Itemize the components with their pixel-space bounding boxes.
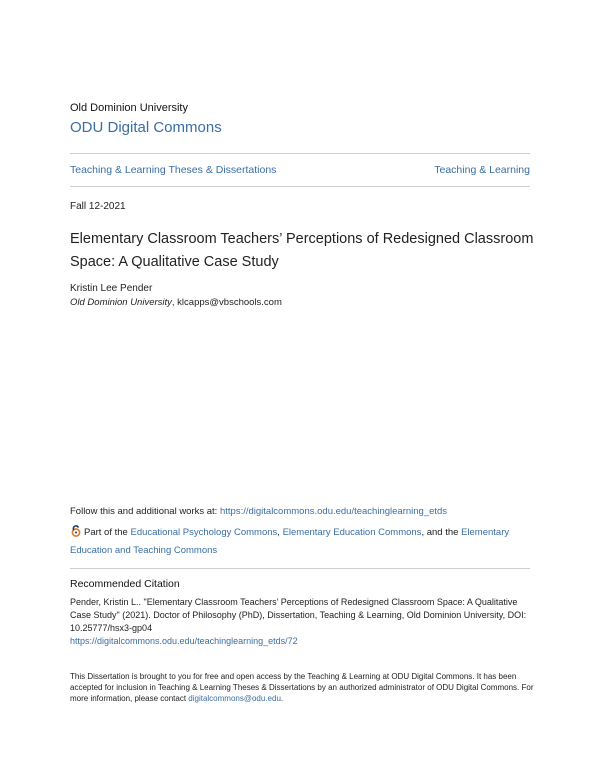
- access-notice-text: This Dissertation is brought to you for free and open access by the Teaching & Learning at ODU Digital Commons. It has been accepted for inclusion in Teaching & Learning Theses & Dissertations by an authorized administrator of ODU Digital Commons. For more information, please contact: [70, 672, 534, 703]
- collection-link[interactable]: Teaching & Learning Theses & Dissertations: [70, 164, 277, 176]
- part-of-line: [70, 524, 535, 560]
- access-notice-end: .: [280, 694, 284, 703]
- elementary-education-teaching-commons-link[interactable]: Elementary Education and Teaching Commons: [70, 527, 510, 556]
- institution-name: Old Dominion University: [70, 102, 188, 114]
- educational-psychology-commons-link[interactable]: Educational Psychology Commons: [130, 527, 278, 538]
- document-title: Elementary Classroom Teachers’ Perceptions of Redesigned Classroom Space: A Qualitative Case Study: [70, 231, 534, 270]
- divider-top: [70, 153, 530, 154]
- follow-line: [70, 506, 447, 517]
- citation-block: [70, 596, 535, 648]
- part-of-prefix: Part of the: [84, 527, 131, 538]
- collection-url-link[interactable]: https://digitalcommons.odu.edu/teachinglearning_etds: [219, 506, 448, 517]
- affiliation-institution: Old Dominion University: [70, 297, 172, 308]
- publication-date: Fall 12-2021: [70, 201, 126, 212]
- contact-email-link[interactable]: digitalcommons@odu.edu: [188, 694, 281, 703]
- citation-text: Pender, Kristin L.. "Elementary Classroom Teachers’ Perceptions of Redesigned Classroom Space: A Qualitative Case Study" (2021). Doctor of Philosophy (PhD), Dissertation, Teaching & Learning, Old Dominion University, DOI: 10.25777/hsx3-gp04: [70, 597, 527, 633]
- elementary-education-commons-link[interactable]: Elementary Education Commons: [282, 527, 422, 538]
- author-name: Kristin Lee Pender: [70, 283, 153, 294]
- divider-citation: [70, 568, 530, 569]
- author-email: , klcapps@vbschools.com: [171, 297, 282, 308]
- follow-prefix: Follow this and additional works at:: [70, 506, 220, 517]
- citation-url-link[interactable]: https://digitalcommons.odu.edu/teachinglearning_etds/72: [70, 636, 298, 646]
- recommended-citation-heading: Recommended Citation: [70, 578, 180, 590]
- part-of-separator-2: , and the: [421, 527, 462, 538]
- author-affiliation: [70, 297, 282, 308]
- divider-nav: [70, 186, 530, 187]
- access-notice: [70, 671, 540, 704]
- repository-link[interactable]: ODU Digital Commons: [70, 119, 222, 136]
- part-of-separator-1: ,: [277, 527, 283, 538]
- open-access-icon: [70, 525, 82, 537]
- department-link[interactable]: Teaching & Learning: [434, 164, 530, 176]
